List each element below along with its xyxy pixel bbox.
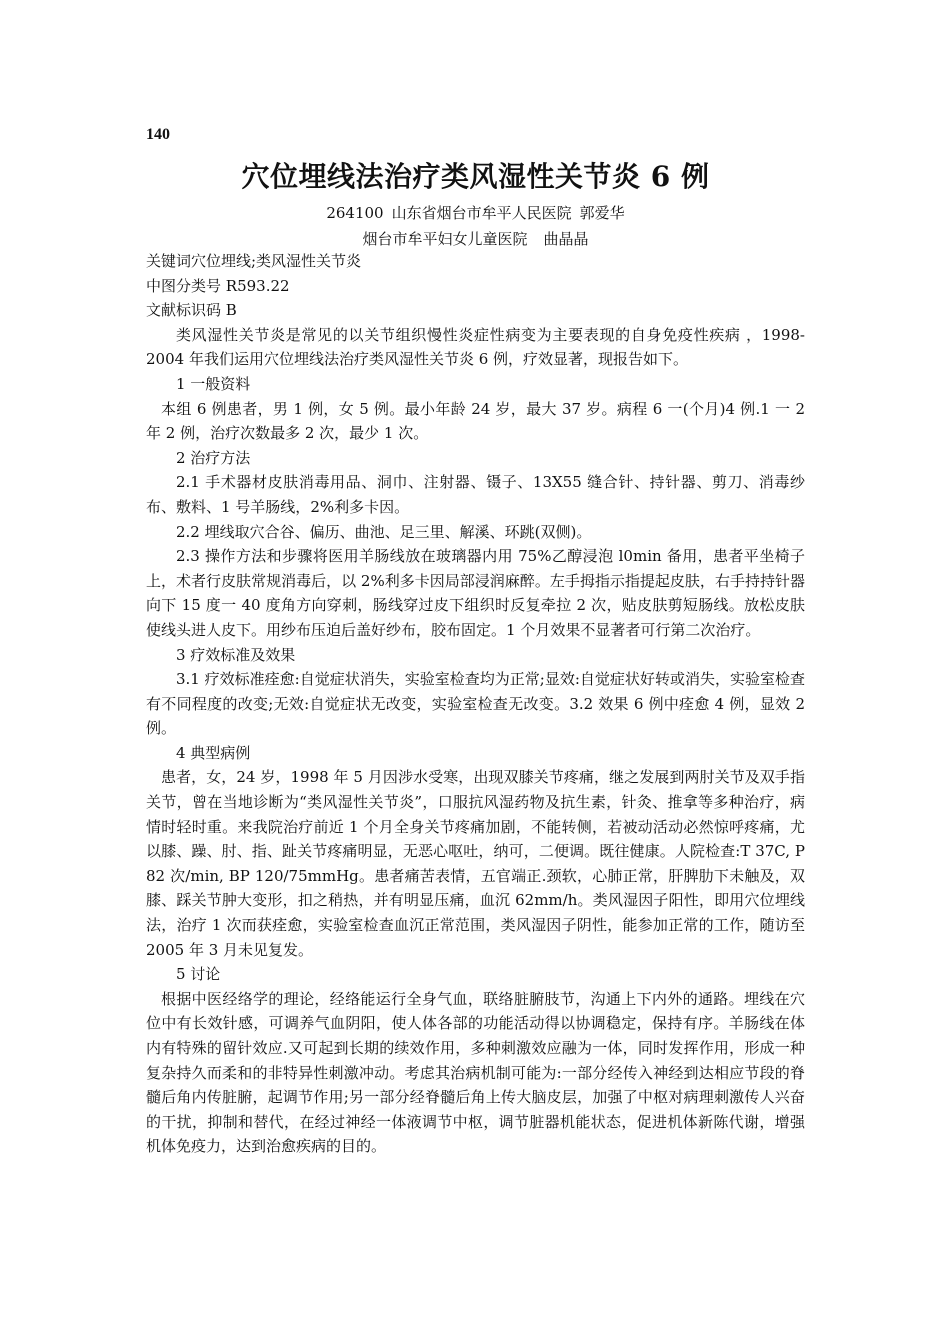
affiliation-line-1 (146, 202, 805, 223)
paragraph: 类风湿性关节炎是常见的以关节组织慢性炎症性病变为主要表现的自身免疫性疾病 ，1998-2004 年我们运用穴位埋线法治疗类风湿性关节炎 6 例，疗效显著，现报告如下。 (146, 325, 805, 369)
section-heading: 2 治疗方法 (176, 448, 251, 467)
affiliation-postcode: 264100 (326, 204, 384, 222)
affiliation-institution: 山东省烟台市牟平人民医院 (391, 204, 572, 222)
keywords-line: 关键词穴位埋线;类风湿性关节炎 (146, 252, 362, 270)
section-heading: 3 疗效标准及效果 (176, 645, 296, 664)
paragraph: 本组 6 例患者，男 1 例，女 5 例。最小年龄 24 岁，最大 37 岁。病程 6 一(个月)4 例.1 一 2 年 2 例，治疗次数最多 2 次，最少 1 次。 (146, 399, 805, 443)
section-heading: 4 典型病例 (176, 743, 251, 762)
article-body (146, 249, 805, 1159)
article-title: 穴位埋线法治疗类风湿性关节炎 6 例 (241, 160, 710, 193)
affiliation-author: 郭爱华 (579, 204, 625, 222)
section-heading: 5 讨论 (176, 965, 221, 984)
paragraph: 患者，女，24 岁，1998 年 5 月因涉水受寒，出现双膝关节疼痛，继之发展到两肘关节及双手指关节，曾在当地诊断为“类风湿性关节炎”，口服抗风湿药物及抗生素，针灸、推拿等多种治疗，病情时轻时重。来我院治疗前近 1 个月全身关节疼痛加剧，不能转侧，若被动活动必然惊呼疼痛，尤以膝、躁、肘、指、趾关节疼痛明显，无恶心呕吐，纳可，二便调。既往健康。人院检查:T 37C, P 82 次/min, BP 120/75mmHg。患者痛苦表情，五官端正.颈软，心肺正常，肝脾肋下未触及，双膝、踩关节肿大变形，扣之稍热，并有明显压痛，血沉 62mm/h。类风湿因子阳性，即用穴位埋线法，治疗 1 次而获痊愈，实验室检查血沉正常范围，类风湿因子阴性，能参加正常的工作，随访至 2005 年 3 月未见复发。 (146, 768, 805, 959)
paragraph: 2.1 手术器材皮肤消毒用品、洞巾、注射器、镊子、13X55 缝合针、持针器、剪刀、消毒纱布、敷料、1 号羊肠线，2%利多卡因。 (146, 473, 805, 516)
paragraph: 3.1 疗效标准痊愈:自觉症状消失，实验室检查均为正常;显效:自觉症状好转或消失，实验室检查有不同程度的改变;无效:自觉症状无改变，实验室检查无改变。3.2 效果 6 例中痊愈 4 例，显效 2 例。 (146, 670, 805, 738)
section-heading: 1 一般资料 (176, 374, 251, 393)
affiliation-institution: 烟台市牟平妇女儿童医院 (362, 230, 528, 248)
paragraph: 2.3 操作方法和步骤将医用羊肠线放在玻璃器内用 75%乙醇浸泡 l0min 备用，患者平坐椅子上，术者行皮肤常规消毒后，以 2%利多卡因局部浸润麻醉。左手拇指示指提起皮肤，右手持持针器向下 15 度一 40 度角方向穿刺，肠线穿过皮下组织时反复牵拉 2 次，贴皮肤剪短肠线。放松皮肤使线头进人皮下。用纱布压迫后盖好纱布，胶布固定。1 个月效果不显著者可行第二次治疗。 (146, 547, 805, 639)
paragraph-container (146, 323, 805, 1159)
paragraph: 2.2 埋线取穴合谷、偏历、曲池、足三里、解溪、环跳(双侧)。 (176, 522, 592, 541)
doc-code-line: 文献标识码 B (146, 301, 237, 320)
page-number: 140 (146, 126, 170, 143)
affiliation-line-2 (146, 228, 805, 249)
affiliation-author: 曲晶晶 (543, 230, 589, 248)
clc-line: 中图分类号 R593.22 (146, 276, 290, 295)
paragraph: 根据中医经络学的理论，经络能运行全身气血，联络脏腑肢节，沟通上下内外的通路。埋线在穴位中有长效针感，可调养气血阴阳，使人体各部的功能活动得以协调稳定，保持有序。羊肠线在体内有特殊的留针效应.又可起到长期的续效作用，多种刺激效应融为一体，同时发挥作用，形成一种复杂持久而柔和的非特异性刺激冲动。考虑其治病机制可能为:一部分经传入神经到达相应节段的脊髓后角内传脏腑，起调节作用;另一部分经脊髓后角上传大脑皮层，加强了中枢对病理刺激传人兴奋的干扰，抑制和替代，在经过神经一体液调节中枢，调节脏器机能状态，促进机体新陈代谢，增强机体免疫力，达到治愈疾病的目的。 (146, 989, 805, 1156)
